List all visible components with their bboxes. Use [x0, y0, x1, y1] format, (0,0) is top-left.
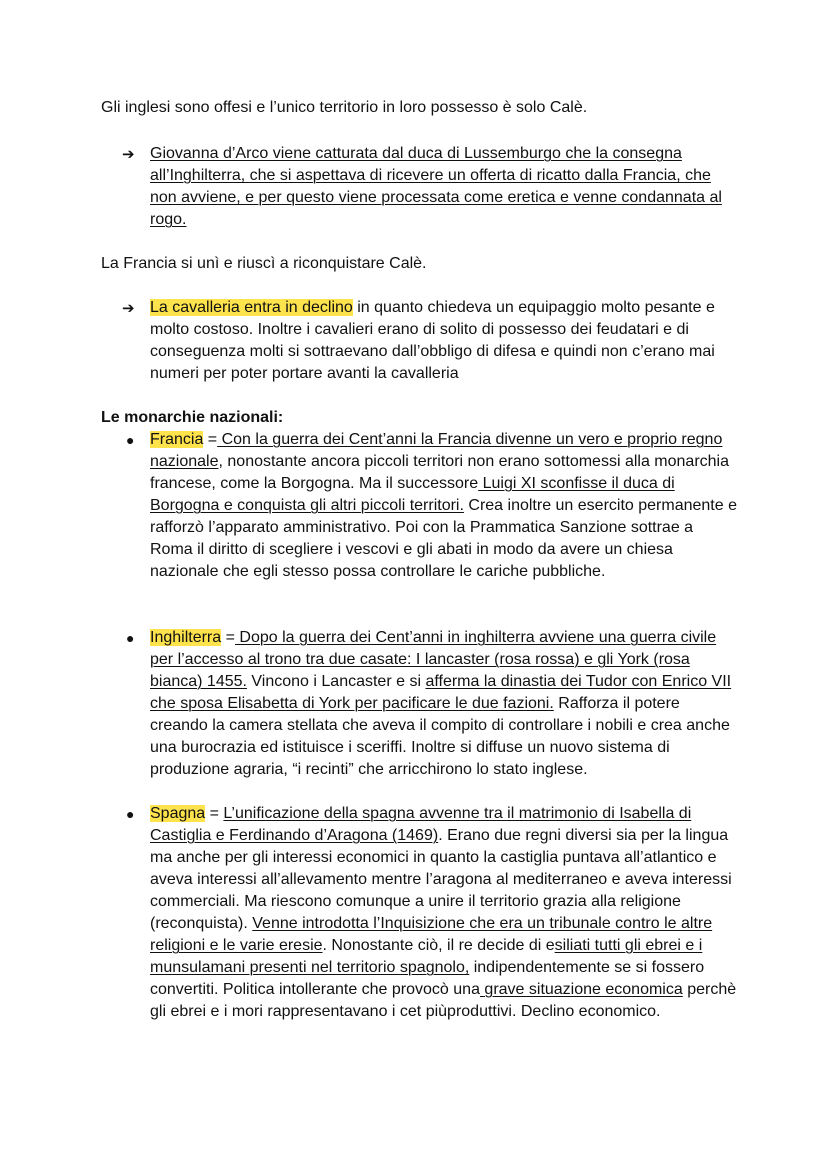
note-cavalleria-text: in quanto chiedeva un equipaggio molto pesante e molto costoso. Inoltre i cavalieri erano di solito di possesso dei feudatari e di conseguenza molti si sottraevano dall’obbligo di difesa e quindi non c’erano mai numeri per poter portare avanti la cavalleria: [150, 299, 715, 382]
list-item-inghilterra: Inghilterra = Dopo la guerra dei Cent’anni in inghilterra avviene una guerra civile per l’accesso al trono tra due casate: I lancaster (rosa rossa) e gli York (rosa bianca) 1455. Vincono i Lancaster e si afferma la dinastia dei Tudor con Enrico VII che sposa Elisabetta di York per pacificare le due fazioni. Rafforza il potere creando la camera stellata che aveva il compito di controllare i nobili e crea anche una burocrazia ed istituisce i sceriffi. Inoltre si diffuse un nuovo sistema di produzione agraria, “i recinti” che arricchirono lo stato inglese.: [150, 629, 732, 778]
highlight-spagna: Spagna: [150, 805, 206, 822]
bullet-icon: ●: [126, 432, 135, 448]
arrow-icon: ➔: [122, 145, 135, 163]
paragraph-francia-riconquista: La Francia si unì e riuscì a riconquistare Calè.: [101, 255, 427, 272]
bullet-icon: ●: [126, 806, 135, 822]
note-cavalleria: [150, 297, 740, 385]
list-item-spagna: Spagna = L’unificazione della spagna avvenne tra il matrimonio di Isabella di Castiglia e Ferdinando d’Aragona (1469). Erano due regni diversi sia per la lingua ma anche per gli interessi economici in quanto la castiglia puntava all’atlantico e aveva interessi all’allevamento mentre l’aragona al mediterraneo e aveva interessi commerciali. Ma riescono comunque a unire il territorio grazia alla religione (reconquista). Venne introdotta l’Inquisizione che era un tribunale contro le altre religioni e le varie eresie. Nonostante ciò, il re decide di esiliati tutti gli ebrei e i munsulamani presenti nel territorio spagnolo, indipendentemente se si fossero convertiti. Politica intollerante che provocò una grave situazione economica perchè gli ebrei e i mori rappresentavano i cet piùproduttivi. Declino economico.: [150, 805, 737, 1020]
list-item-francia: Francia = Con la guerra dei Cent’anni la Francia divenne un vero e proprio regno nazionale, nonostante ancora piccoli territori non erano sottomessi alla monarchia francese, come la Borgogna. Ma il successore Luigi XI sconfisse il duca di Borgogna e conquista gli altri piccoli territori. Crea inoltre un esercito permanente e rafforzò l’apparato amministrativo. Poi con la Prammatica Sanzione sottrae a Roma il diritto di scegliere i vescovi e gli abati in modo da avere un chiesa nazionale che egli stesso possa controllare le cariche pubbliche.: [150, 431, 737, 580]
highlight-cavalleria: La cavalleria entra in declino: [150, 299, 353, 316]
note-giovanna: Giovanna d’Arco viene catturata dal duca di Lussemburgo che la consegna all’Inghilterra, che si aspettava di ricevere un offerta di ricatto dalla Francia, che non avviene, e per questo viene processata come eretica e venne condannata al rogo.: [150, 145, 722, 228]
section-heading: Le monarchie nazionali:: [101, 409, 284, 426]
bullet-icon: ●: [126, 630, 135, 646]
intro-paragraph: Gli inglesi sono offesi e l’unico territorio in loro possesso è solo Calè.: [101, 99, 588, 116]
highlight-inghilterra: Inghilterra: [150, 629, 222, 646]
arrow-icon: ➔: [122, 299, 135, 317]
highlight-francia: Francia: [150, 431, 204, 448]
